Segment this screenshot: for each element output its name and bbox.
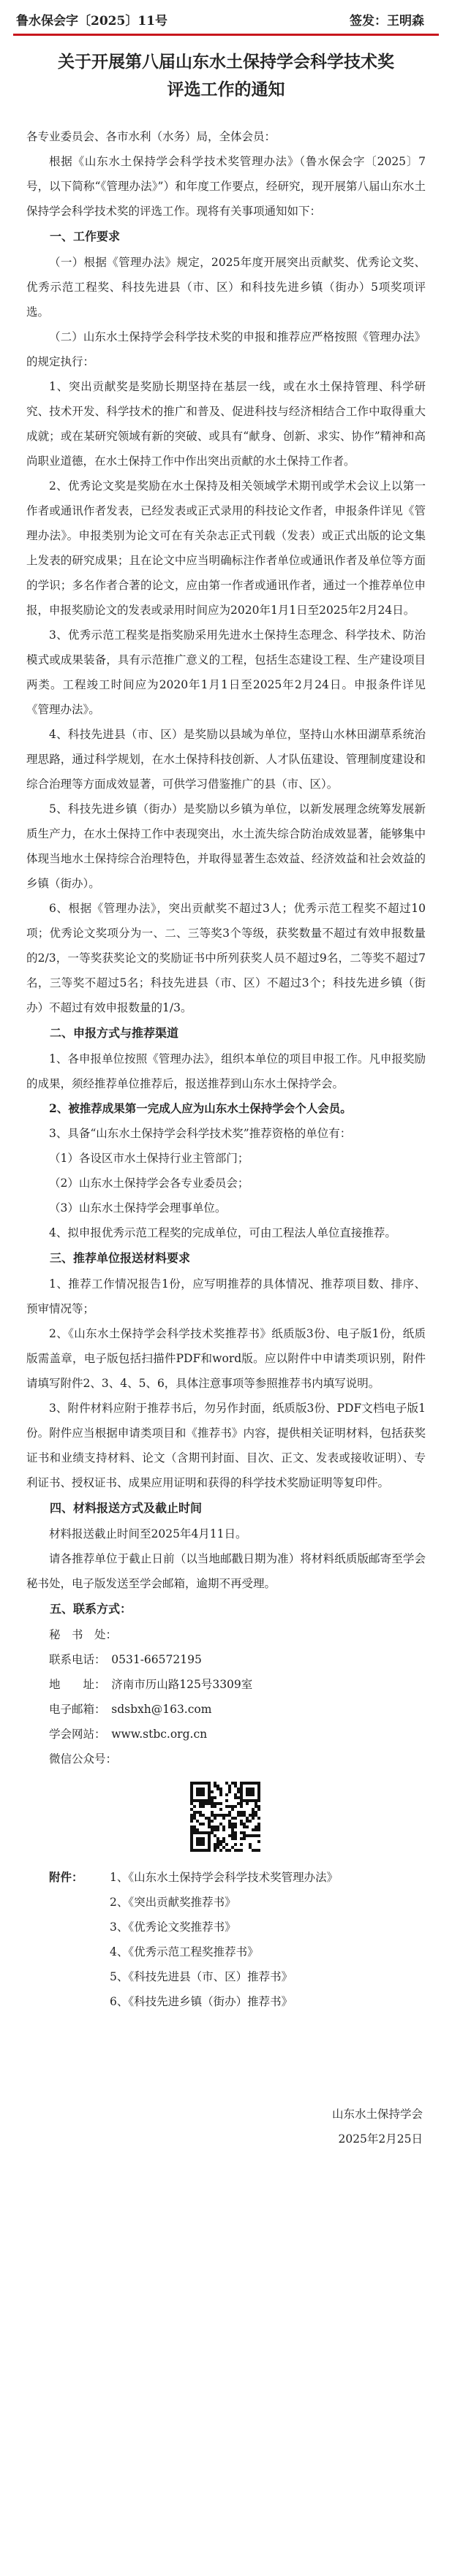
- section-1-paragraph: 3、优秀示范工程奖是指奖励采用先进水土保持生态理念、科学技术、防治模式或成果装备，具有示范推广意义的工程，包括生态建设工程、生产建设项目两类。工程竣工时间应为2020年1月1日至2025年2月24日。申报条件详见《管理办法》。: [26, 628, 426, 716]
- attachment-item: 5、《科技先进县（市、区）推荐书》: [110, 1970, 293, 1983]
- attachment-item: 6、《科技先进乡镇（街办）推荐书》: [110, 1995, 293, 2008]
- section-1-paragraph: 5、科技先进乡镇（街办）是奖励以乡镇为单位，以新发展理念统筹发展新质生产力，在水土保持工作中表现突出，水土流失综合防治成效显著，能够集中体现当地水土保持综合治理特色，并取得显著生态效益、经济效益和社会效益的乡镇（街办）。: [26, 802, 426, 890]
- section-1-paragraph: 4、科技先进县（市、区）是奖励以县域为单位，坚持山水林田湖草系统治理思路，通过科学规划，在水土保持科技创新、人才队伍建设、管理制度建设和综合治理等方面成效显著，可供学习借鉴推广的县（市、区）。: [26, 728, 426, 791]
- section-3-paragraph: 1、推荐工作情况报告1份，应写明推荐的具体情况、推荐项目数、排序、预审情况等；: [26, 1277, 426, 1315]
- section-2-paragraph: 3、具备“山东水土保持学会科学技术奖”推荐资格的单位有：: [49, 1127, 352, 1140]
- attachment-item: 2、《突出贡献奖推荐书》: [110, 1896, 236, 1909]
- section-3-paragraph: 2、《山东水土保持学会科学技术奖推荐书》纸质版3份、电子版1份，纸质版需盖章，电子版包括扫描件PDF和word版。应以附件中申请类项识别，附件请填写附件2、3、4、5、6，具体注意事项等参照推荐书内填写说明。: [26, 1327, 426, 1390]
- section-4-paragraph: 材料报送截止时间至2025年4月11日。: [49, 1527, 247, 1540]
- section-5-heading: 五、联系方式：: [50, 1602, 132, 1616]
- document-header: [0, 0, 452, 44]
- contact-address: 地 址： 济南市历山路125号3309室: [49, 1678, 253, 1691]
- wechat-qr-code: [190, 1782, 260, 1852]
- intro-paragraph: 根据《山东水土保持学会科学技术奖管理办法》（鲁水保会字〔2025〕7号，以下简称“《管理办法》”）和年度工作要点，经研究，现开展第八届山东水土保持学会科学技术奖的评选工作。现将有关事项通知如下：: [26, 155, 426, 218]
- section-2-heading: 二、申报方式与推荐渠道: [50, 1026, 179, 1040]
- qr-code-image: [190, 1782, 260, 1852]
- document-title: [22, 48, 430, 104]
- section-2-paragraph: （3）山东水土保持学会理事单位。: [49, 1201, 227, 1215]
- document-body: [0, 124, 452, 2151]
- title-line-2: 评选工作的通知: [167, 80, 285, 99]
- contact-website: 学会网站： www.stbc.org.cn: [49, 1728, 208, 1741]
- section-2-paragraph: （2）山东水土保持学会各专业委员会；: [49, 1177, 249, 1190]
- salutation: 各专业委员会、各市水利（水务）局，全体会员：: [26, 130, 276, 143]
- title-line-1: 关于开展第八届山东水土保持学会科学技术奖: [58, 52, 394, 72]
- attachments-label: 附件：: [49, 1870, 83, 1884]
- section-1-paragraph: 6、根据《管理办法》，突出贡献奖不超过3人；优秀示范工程奖不超过10项；优秀论文奖项分为一、二、三等奖3个等级，获奖数量不超过有效申报数量的2/3，一等奖获奖论文的奖励证书中所列获奖人员不超过9名，二等奖不超过7名，三等奖不超过5名；科技先进县（市、区）不超过3个；科技先进乡镇（街办）不超过有效申报数量的1/3。: [26, 902, 426, 1014]
- section-1-paragraph: 1、突出贡献奖是奖励长期坚持在基层一线，或在水土保持管理、科学研究、技术开发、科学技术的推广和普及、促进科技与经济相结合工作中取得重大成就；或在某研究领域有新的突破、或具有“献身、创新、求实、协作”精神和高尚职业道德，在水土保持工作中作出突出贡献的水土保持工作者。: [26, 380, 426, 468]
- section-4-paragraph: 请各推荐单位于截止日前（以当地邮戳日期为准）将材料纸质版邮寄至学会秘书处，电子版发送至学会邮箱，逾期不再受理。: [26, 1552, 426, 1590]
- section-1-paragraph: （二）山东水土保持学会科学技术奖的申报和推荐应严格按照《管理办法》的规定执行：: [26, 330, 426, 368]
- section-2-paragraph: 1、各申报单位按照《管理办法》，组织本单位的项目申报工作。凡申报奖励的成果，须经推荐单位推荐后，报送推荐到山东水土保持学会。: [26, 1052, 426, 1090]
- section-1-paragraph: （一）根据《管理办法》规定，2025年度开展突出贡献奖、优秀论文奖、优秀示范工程奖、科技先进县（市、区）和科技先进乡镇（街办）5项奖项评选。: [26, 256, 426, 319]
- section-1-heading: 一、工作要求: [50, 229, 121, 243]
- signature-org: 山东水土保持学会: [331, 2108, 423, 2121]
- attachment-item: 4、《优秀示范工程奖推荐书》: [110, 1945, 259, 1958]
- signature-block: [0, 2102, 452, 2151]
- contact-secretary: 秘 书 处：: [49, 1628, 118, 1641]
- section-3-heading: 三、推荐单位报送材料要求: [50, 1251, 191, 1265]
- section-4-heading: 四、材料报送方式及截止时间: [50, 1501, 203, 1515]
- contact-wechat: 微信公众号：: [49, 1752, 118, 1766]
- contact-email: 电子邮箱： sdsbxh@163.com: [49, 1703, 212, 1716]
- section-1-paragraph: 2、优秀论文奖是奖励在水土保持及相关领域学术期刊或学术会议上以第一作者或通讯作者发表，已经发表或正式录用的科技论文作者，申报条件详见《管理办法》。申报类别为论文可在有关杂志正式刊载（发表）或正式出版的论文集上发表的研究成果；且在论文中应当明确标注作者单位或通讯作者及单位等方面的学识；多名作者合著的论文，应由第一作者或通讯作者，通过一个推荐单位申报，申报奖励论文的发表或录用时间应为2020年1月1日至2025年2月24日。: [26, 479, 426, 617]
- document-signer: 签发：王明森: [350, 14, 424, 29]
- signature-date: 2025年2月25日: [338, 2132, 423, 2146]
- section-2-paragraph: 2、被推荐成果第一完成人应为山东水土保持学会个人会员。: [49, 1101, 352, 1115]
- section-2-paragraph: 4、拟申报优秀示范工程奖的完成单位，可由工程法人单位直接推荐。: [49, 1226, 396, 1239]
- section-2-paragraph: （1）各设区市水土保持行业主管部门；: [49, 1152, 249, 1165]
- header-red-rule: [13, 34, 439, 36]
- attachment-item: 1、《山东水土保持学会科学技术奖管理办法》: [110, 1871, 339, 1884]
- attachment-item: 3、《优秀论文奖推荐书》: [110, 1920, 236, 1934]
- section-3-paragraph: 3、附件材料应附于推荐书后，勿另作封面，纸质版3份、PDF文档电子版1份。附件应当根据申请类项目和《推荐书》内容，提供相关证明材料，包括获奖证书和业绩支持材料、论文（含期刊封面、目次、正文、发表或接收证明）、专利证书、授权证书、成果应用证明和获得的科学技术奖励证明等复印件。: [26, 1402, 426, 1489]
- contact-phone: 联系电话： 0531-66572195: [49, 1653, 202, 1666]
- document-number: 鲁水保会字〔2025〕11号: [16, 14, 167, 29]
